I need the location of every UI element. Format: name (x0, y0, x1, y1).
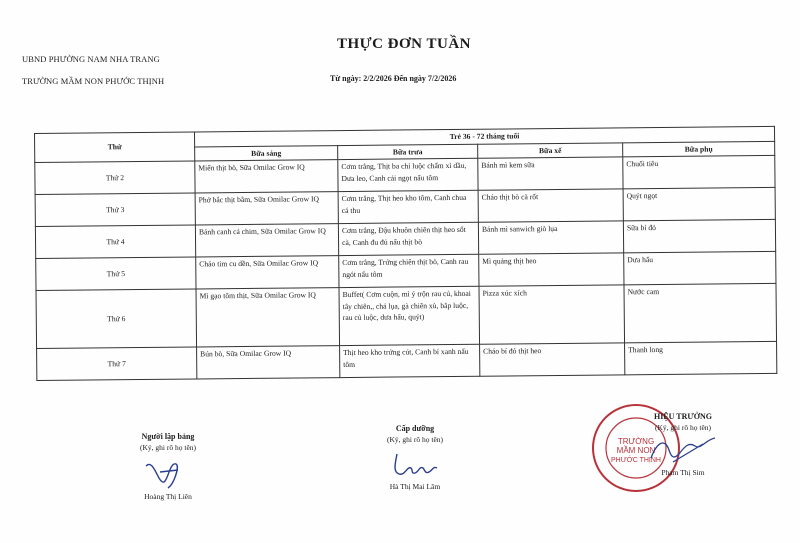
snack-cell: Quýt ngọt (623, 187, 775, 220)
snack-cell: Thanh long (625, 341, 777, 374)
afternoon-cell: Bánh mì kem sữa (478, 157, 623, 190)
breakfast-cell: Phở bắc thịt bằm, Sữa Omilac Grow IQ (195, 192, 338, 225)
principal-hint: (Ký, ghi rõ họ tên) (654, 423, 712, 432)
afternoon-cell: Cháo bí đỏ thịt heo (480, 343, 625, 376)
breakfast-cell: Bánh canh cá chim, Sữa Omilac Grow IQ (195, 224, 338, 257)
day-cell: Thứ 7 (37, 347, 197, 381)
principal-signature-mark (643, 432, 723, 468)
preparer-signature-mark (138, 454, 198, 492)
svg-text:MẦM NON: MẦM NON (616, 446, 656, 455)
preparer-name: Hoàng Thị Liên (144, 492, 192, 501)
cook-signature-mark (385, 448, 445, 482)
principal-name: Phạm Thị Sim (661, 468, 705, 477)
lunch-cell: Thịt heo kho trứng cút, Canh bí xanh nấu tôm (340, 344, 480, 377)
cook-name: Hà Thị Mai Lâm (389, 482, 441, 491)
svg-text:TRƯỜNG: TRƯỜNG (617, 437, 655, 446)
age-group-header: Trẻ 36 - 72 tháng tuổi (194, 126, 774, 146)
principal-role: HIỆU TRƯỞNG (653, 412, 712, 421)
day-column-header: Thứ (35, 132, 195, 163)
breakfast-cell: Miến thịt bò, Sữa Omilac Grow IQ (195, 160, 338, 193)
org-line-1: UBND PHƯỜNG NAM NHA TRANG (22, 54, 160, 64)
table-row (36, 283, 777, 348)
weekly-menu-table (34, 126, 777, 381)
preparer-role: Người lập bảng (141, 432, 195, 441)
cook-role: Cấp dưỡng (395, 424, 435, 433)
breakfast-cell: Cháo tim cu dền, Sữa Omilac Grow IQ (196, 256, 339, 289)
afternoon-cell: Pizza xúc xích (479, 285, 625, 344)
breakfast-cell: Mì gạo tôm thịt, Sữa Omilac Grow IQ (196, 288, 340, 347)
preparer-signature-block (108, 432, 228, 501)
table-row (37, 341, 777, 380)
day-cell: Thứ 4 (35, 225, 195, 259)
cook-hint: (Ký, ghi rõ họ tên) (386, 435, 444, 444)
snack-cell: Dưa hấu (624, 251, 776, 284)
organization-header (22, 48, 164, 92)
meal-header-afternoon: Bữa xế (478, 142, 623, 158)
lunch-cell: Cơm trắng, Thịt ba chỉ luộc chấm xì dầu, Dưa leo, Canh cải ngọt nấu tôm (338, 158, 478, 191)
day-cell: Thứ 5 (36, 257, 196, 291)
lunch-cell: Buffet( Cơm cuộn, mì ý trộn rau củ, khoai tây chiên,, chả lụa, gà chiên xù, bắp luộc, rau củ luộc, dưa hấu, quýt) (339, 286, 480, 345)
meal-header-breakfast: Bữa sáng (195, 145, 338, 161)
snack-cell: Chuối tiêu (623, 155, 775, 188)
lunch-cell: Cơm trắng, Thịt heo kho tôm, Canh chua cá thu (338, 190, 478, 223)
day-cell: Thứ 6 (36, 289, 197, 349)
meal-header-snack: Bữa phụ (623, 141, 775, 157)
afternoon-cell: Bánh mì sanwich giò lụa (478, 221, 623, 254)
preparer-hint: (Ký, ghi rõ họ tên) (139, 443, 197, 452)
lunch-cell: Cơm trắng, Đậu khuôn chiên thịt heo sốt cà, Canh đu đủ nấu thịt bò (338, 222, 478, 255)
meal-header-lunch: Bữa trưa (338, 144, 478, 160)
afternoon-cell: Mì quảng thịt heo (479, 253, 624, 286)
cook-signature-block (360, 424, 470, 491)
snack-cell: Nước cam (624, 283, 777, 342)
date-range: Từ ngày: 2/2/2026 Đến ngày 7/2/2026 (330, 74, 457, 83)
principal-signature-block (628, 412, 738, 477)
lunch-cell: Cơm trắng, Trứng chiên thịt bò, Canh rau ngót nấu tôm (339, 254, 479, 287)
snack-cell: Sữa bí đỏ (623, 219, 775, 252)
day-cell: Thứ 2 (35, 161, 195, 195)
breakfast-cell: Bún bò, Sữa Omilac Grow IQ (197, 346, 340, 379)
org-line-2: TRƯỜNG MẦM NON PHƯỚC THỊNH (22, 76, 165, 86)
afternoon-cell: Cháo thịt bò cà rốt (478, 189, 623, 222)
day-cell: Thứ 3 (35, 193, 195, 227)
svg-text:PHƯỚC THỊNH: PHƯỚC THỊNH (611, 457, 661, 464)
page-title: THỰC ĐƠN TUẦN (336, 36, 471, 52)
